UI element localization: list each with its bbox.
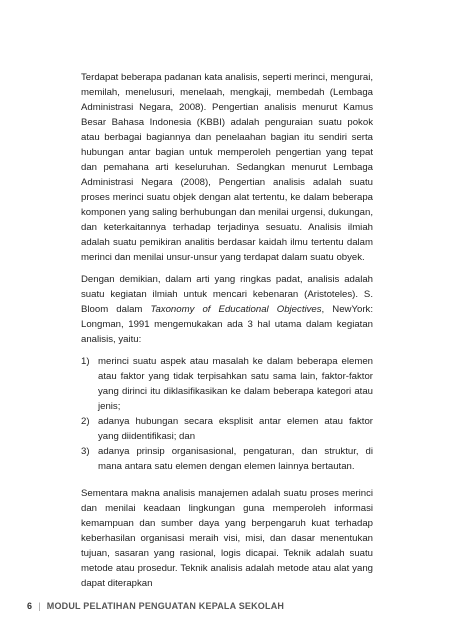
list-item-number: 3) [81, 446, 90, 457]
list-item [81, 444, 373, 474]
list-item [81, 414, 373, 444]
book-title: Taxonomy of Educational Objectives [150, 304, 322, 315]
paragraph-analisis-manajemen: Sementara makna analisis manajemen adalah suatu proses merinci dan menilai keadaan lingkungan guna memperoleh informasi kemampuan dan sumber daya yang berpengaruh kuat terhadap keberhasilan organisasi meraih visi, misi, dan dasar menentukan tujuan, sasaran yang rasional, logis dicapai. Teknik adalah suatu metode atau prosedur. Teknik analisis adalah metode atau alat yang dapat diterapkan [81, 488, 373, 589]
footer-separator: | [38, 601, 41, 611]
list-item-number: 1) [81, 356, 90, 367]
paragraph-bloom-taxonomy [81, 272, 373, 347]
analysis-activities-list [81, 354, 373, 474]
paragraph-bloom-text-1: Dengan demikian, dalam arti yang ringkas padat, analisis adalah suatu kegiatan ilmiah untuk mencari kebenaran (Aristoteles). S. Bloom dalam [81, 274, 373, 315]
list-item-number: 2) [81, 416, 90, 427]
list-item-text: adanya hubungan secara eksplisit antar elemen atau faktor yang diidentifikasi; dan [98, 416, 373, 442]
page-number: 6 [27, 601, 33, 611]
paragraph-bloom-text-2: , NewYork: Longman, 1991 mengemukakan ada 3 hal utama dalam kegiatan analisis, yaitu: [81, 304, 373, 345]
list-item-text: adanya prinsip organisasional, pengaturan, dan struktur, di mana antara satu elemen dengan elemen lainnya bertautan. [98, 446, 373, 472]
module-title: MODUL PELATIHAN PENGUATAN KEPALA SEKOLAH [46, 601, 285, 611]
list-item [81, 354, 373, 414]
page-footer [27, 601, 284, 611]
list-item-text: merinci suatu aspek atau masalah ke dalam beberapa elemen atau faktor yang tidak terpisahkan satu sama lain, faktor-faktor yang dirinci itu diklasifikasikan ke dalam beberapa kategori atau jenis; [98, 356, 373, 412]
page-body [81, 70, 373, 598]
paragraph-analisis-definition: Terdapat beberapa padanan kata analisis, seperti merinci, mengurai, memilah, menelusuri, menelaah, mengkaji, membedah (Lembaga Administrasi Negara, 2008). Pengertian analisis menurut Kamus Besar Bahasa Indonesia (KBBI) adalah penguraian suatu pokok atau berbagai bagiannya dan penelaahan bagian itu sendiri serta hubungan antar bagian untuk memperoleh pengertian yang tepat dan pemahana arti keseluruhan. Sedangkan menurut Lembaga Administrasi Negara (2008), Pengertian analisis adalah suatu proses merinci suatu objek dengan alat tertentu, ke dalam beberapa komponen yang saling berhubungan dan menilai urgensi, dukungan, dan keterkaitannya terhadap terjadinya sesuatu. Analisis ilmiah adalah suatu pemikiran analitis berdasar kaidah ilmu tertentu dalam merinci dan menilai unsur-unsur yang terdapat dalam suatu obyek. [81, 72, 373, 263]
